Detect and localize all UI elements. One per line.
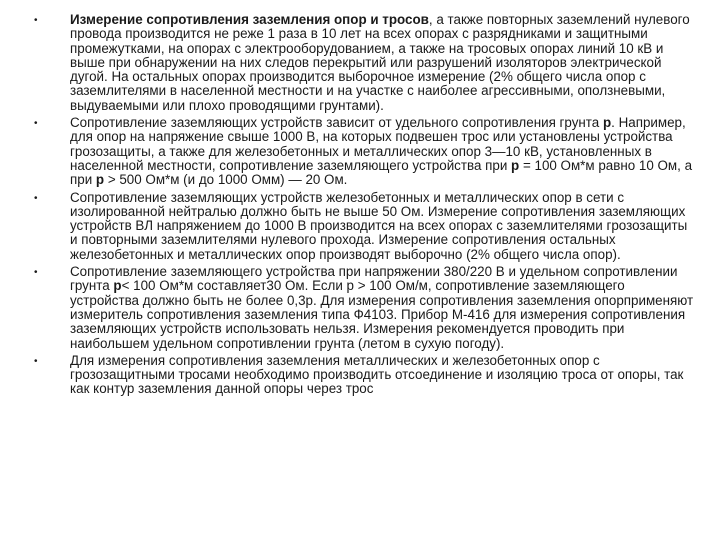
item-1-text: , а также повторных заземлений нулевого провода производится не реже 1 раза в 10 лет на всех опорах с разрядниками и защитными промежутками, на опорах с электрооборудованием, а также на тросовых опорах линий 10 кВ и выше при обнаружении на них следов перекрытий или разрушений изоляторов электрической дугой. На остальных опорах производится выборочное измерение (2% общего числа опор с заземлителями в населенной местности и на участке с наиболее агрессивными, оползневыми, выдуваемыми или плохо проводящими грунтами). xyxy=(70,12,690,113)
item-2-rho-3: р xyxy=(95,172,105,188)
item-1-bold-lead: Измерение сопротивления заземления опор и тросов xyxy=(70,12,429,27)
bullet-icon: • xyxy=(34,15,38,26)
bullet-list xyxy=(0,13,720,400)
bullet-item-5 xyxy=(0,354,696,397)
item-4-rho-1: р xyxy=(113,278,122,294)
bullet-item-3 xyxy=(0,191,696,262)
bullet-item-1 xyxy=(0,13,696,113)
item-4-text-part-2: < 100 Ом*м составляет30 Ом. Если р > 100 Ом/м, сопротивление заземляющего устройства должно быть не более 0,3р. Для измерения сопротивления заземления опорприменяют измеритель сопротивления заземления типа Ф4103. Прибор М-416 для измерения сопротивления заземляющих устройств использовать нельзя. Измерения рекомендуется проводить при наибольшем удельном сопротивлении грунта (летом в сухую погоду). xyxy=(70,278,694,351)
bullet-icon: • xyxy=(34,267,38,279)
bullet-item-4 xyxy=(0,265,696,351)
item-2-text-part-1: Сопротивление заземляющих устройств зависит от удельного сопротивления грунта xyxy=(70,115,603,131)
bullet-icon: • xyxy=(34,355,38,367)
item-2-text-part-4: > 500 Ом*м (и до 1000 Омм) — 20 Ом. xyxy=(104,172,348,188)
bullet-item-2 xyxy=(0,116,696,187)
item-2-text-part-2: . Например, для опор на напряжение свыше 1000 В, на которых подвешен трос или установлены устройства грозозащиты, а также для железобетонных и металлических опор 3—10 кВ, установленных в населенной местности, сопротивление заземляющего устройства при xyxy=(70,115,686,173)
item-3-text: Сопротивление заземляющих устройств железобетонных и металлических опор в сети с изолированной нейтралью должно быть не выше 50 Ом. Измерение сопротивления заземляющих устройств ВЛ напряжением до 1000 В производится на всех опорах с заземлителями грозозащиты и повторными заземлителями нулевого прохода. Измерение сопротивления остальных железобетонных и металлических опор производят выборочно (2% общего числа опор). xyxy=(70,189,688,262)
item-2-rho-1: р xyxy=(602,115,612,131)
item-2-text-part-3: = 100 Ом*м равно 10 Ом, а при xyxy=(70,157,693,188)
bullet-icon: • xyxy=(34,192,38,204)
item-2-rho-2: р xyxy=(511,157,520,173)
item-5-text: Для измерения сопротивления заземления металлических и железобетонных опор с грозозащитными тросами необходимо производить отсоединение и изоляцию троса от опоры, так как контур заземления данной опоры через трос xyxy=(70,352,684,397)
bullet-icon: • xyxy=(34,118,38,130)
item-4-text-part-1: Сопротивление заземляющего устройства при напряжении 380/220 В и удельном сопротивлении грунта xyxy=(70,264,678,294)
